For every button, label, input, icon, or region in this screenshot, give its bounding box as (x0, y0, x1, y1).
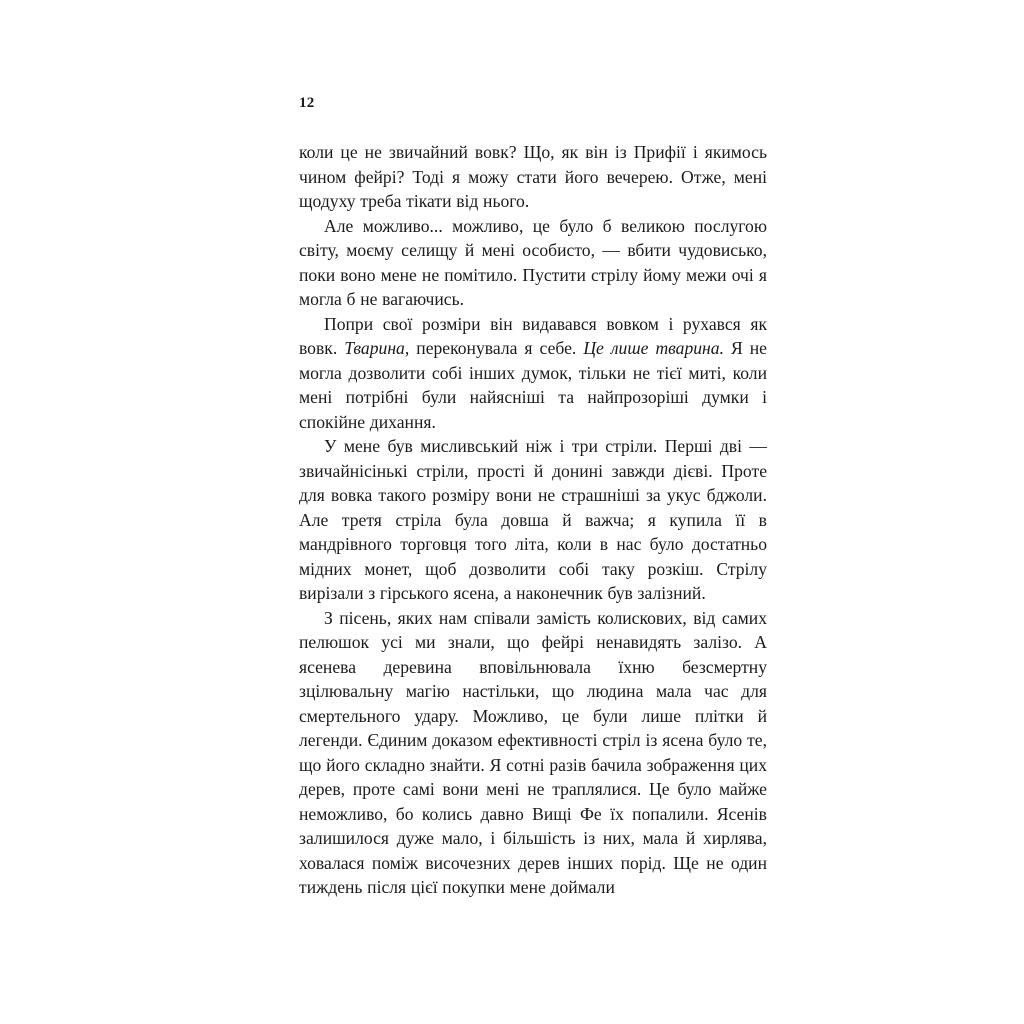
text-run: коли це не звичайний вовк? Що, як він із Прифії і якимось чином фейрі? Тоді я можу стати його вечерею. Отже, мені щодуху треба тікати від нього. (299, 142, 767, 211)
text-run: , переконувала я себе. (404, 338, 584, 358)
text-run: Попри свої розміри він видавався вовком і рухався як вовк. (299, 313, 767, 358)
paragraph (299, 606, 767, 900)
paragraph (299, 140, 767, 214)
text-run: Але можливо... можливо, це було б великою послугою світу, моєму селищу й мені особисто, — вбити чудовисько, поки воно мене не помітило. Пустити стрілу йому межи очі я могла б не вагаючись. (299, 215, 767, 309)
italic-text-run: Це лише тварина. (583, 338, 724, 358)
paragraph (299, 214, 767, 312)
text-run: Я не могла дозволити собі інших думок, тільки не тієї миті, коли мені потрібні були найясніші та найпрозоріші думки і спокійне дихання. (299, 338, 767, 432)
text-block (299, 140, 767, 900)
text-run: З пісень, яких нам співали замість колискових, від самих пелюшок усі ми знали, що фейрі ненавидять залізо. А ясенева деревина вповільнювала їхню безсмертну зцілювальну магію настільки, що людина мала час для смертельного удару. Можливо, це були лише плітки й легенди. Єдиним доказом ефективності стріл із ясена було те, що його складно знайти. Я сотні разів бачила зображення цих дерев, проте самі вони мені не траплялися. Це було майже неможливо, бо колись давно Вищі Фе їх попалили. Ясенів залишилося дуже мало, і більшість із них, мала й хирлява, ховалася поміж височезних дерев інших порід. Ще не один тиждень після цієї покупки мене доймали (299, 607, 767, 897)
paragraph (299, 312, 767, 435)
text-run: У мене був мисливський ніж і три стріли. Перші дві — звичайнісінькі стріли, прості й донині завжди дієві. Проте для вовка такого розміру вони не страшніші за укус бджоли. Але третя стріла була довша й важча; я купила її в мандрівного торговця того літа, коли в нас було достатньо мідних монет, щоб дозволити собі таку розкіш. Стрілу вирізали з гірського ясена, а наконечник був залізний. (299, 436, 767, 603)
page-number: 12 (299, 95, 315, 111)
italic-text-run: Тварина (344, 338, 405, 358)
paragraph (299, 434, 767, 606)
